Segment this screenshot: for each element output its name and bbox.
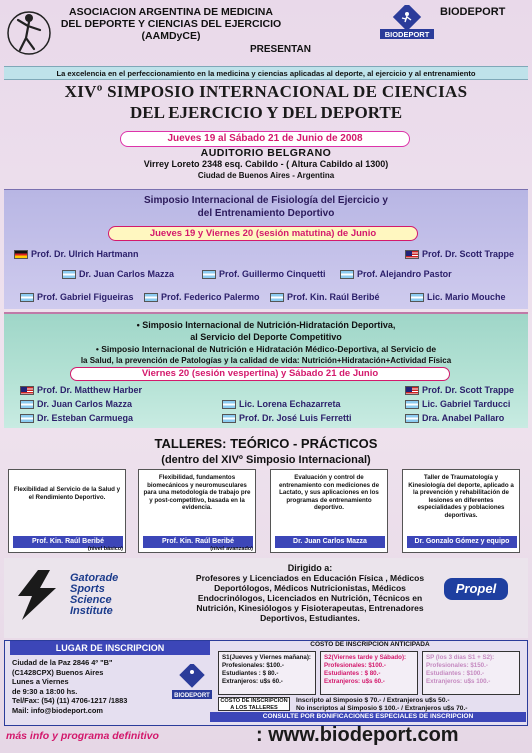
org-line-2: DEL DEPORTE Y CIENCIAS DEL EJERCICIO xyxy=(60,18,282,30)
workshop-cost-label-line-1: COSTO DE INSCRIPCION xyxy=(220,698,288,704)
biodeport-label: BIODEPORT xyxy=(440,6,506,18)
speaker-name: Prof. Dr. Matthew Harber xyxy=(37,385,143,395)
event-dates: Jueves 19 al Sábado 21 de Junio de 2008 xyxy=(120,131,410,147)
nutrition-title-line-1: • Simposio Internacional de Nutrición-Hidratación Deportiva, xyxy=(136,320,396,330)
gatorade-line-3: Science xyxy=(70,594,112,606)
workshop-cost-line-1: Inscripto al Simposio $ 70.- / Extranjeros u$s 50.- xyxy=(296,697,450,704)
org-line-1: ASOCIACION ARGENTINA DE MEDICINA xyxy=(69,6,273,18)
workshop-level: (nivel básico) xyxy=(87,545,123,552)
workshop-cost-label xyxy=(218,697,290,711)
event-title-line-2: DEL EJERCICIO Y DEL DEPORTE xyxy=(129,103,403,122)
speaker-item xyxy=(144,292,260,302)
argentina-flag-icon xyxy=(20,400,34,409)
hours-line-2: de 9:30 a 18:00 hs. xyxy=(12,686,78,696)
speaker-item xyxy=(202,269,326,279)
cost-box-title: S1(Jueves y Viernes mañana): xyxy=(222,654,311,661)
speaker-name: Prof. Gabriel Figueiras xyxy=(37,292,134,302)
workshop-cost xyxy=(296,697,524,712)
workshops-subtitle: (dentro del XIVº Simposio Internacional) xyxy=(161,454,371,466)
event-title-line-1: XIVº SIMPOSIO INTERNACIONAL DE CIENCIAS xyxy=(64,82,468,101)
cost-box-line: Extranjeros: u$s 60.- xyxy=(324,678,385,685)
address-line-2: (C1428CPX) Buenos Aires xyxy=(12,667,104,677)
workshop-card xyxy=(8,469,126,553)
hours-line-1: Lunes a Viernes xyxy=(12,677,69,686)
germany-flag-icon xyxy=(14,250,28,259)
biodeport-logo xyxy=(378,5,436,41)
gatorade-line-1: Gatorade xyxy=(70,572,119,584)
speaker-item xyxy=(405,385,514,395)
cost-box-line: Profesionales: $150.- xyxy=(426,662,488,669)
cost-box-title: S2(Viernes tarde y Sábado): xyxy=(324,654,407,661)
workshop-instructor: Dr. Juan Carlos Mazza xyxy=(275,536,385,548)
speaker-item xyxy=(20,399,132,409)
audience xyxy=(180,563,440,623)
argentina-flag-icon xyxy=(410,293,424,302)
speaker-name: Prof. Kin. Raúl Beribé xyxy=(287,292,380,302)
cost-box xyxy=(422,651,520,695)
email: Mail: info@biodeport.com xyxy=(12,705,103,715)
speaker-item xyxy=(222,399,341,409)
speaker-item xyxy=(405,413,504,423)
tagline: La excelencia en el perfeccionamiento en la medicina y ciencias aplicadas al deporte, al ejercicio y al entrenamiento xyxy=(4,66,528,80)
cost-box xyxy=(218,651,316,695)
address-line-1: Ciudad de la Paz 2846 4º "B" xyxy=(12,658,113,667)
argentina-flag-icon xyxy=(222,400,236,409)
website-url[interactable]: : www.biodeport.com xyxy=(256,724,459,746)
gatorade-line-2: Sports xyxy=(70,583,105,595)
presentan-label: PRESENTAN xyxy=(250,44,311,55)
registration-title: LUGAR DE INSCRIPCION xyxy=(10,641,210,655)
nutrition-title-line-3: • Simposio Internacional de Nutrición e Hidratación Médico-Deportiva, al Servicio de xyxy=(95,344,437,354)
biodeport-small-logo xyxy=(172,664,212,700)
speaker-name: Lic. Gabriel Tarducci xyxy=(422,399,511,409)
physiology-title xyxy=(4,194,528,220)
cost-box-line: Profesionales: $100.- xyxy=(222,662,284,669)
usa-flag-icon xyxy=(20,386,34,395)
registration-address xyxy=(12,658,172,715)
venue xyxy=(4,148,528,181)
cost-box-line: Estudiantes : $ 80.- xyxy=(222,670,279,677)
workshop-card xyxy=(402,469,520,553)
speaker-item xyxy=(410,292,506,302)
phone: Tel/Fax: (54) (11) 4706-1217 /1883 xyxy=(12,696,128,705)
nutrition-title-line-4: la Salud, la prevención de Patologías y la calidad de vida: Nutrición+Hidratación+Actividad Física xyxy=(80,356,452,365)
speaker-item xyxy=(270,292,380,302)
workshop-description: Flexibilidad al Servicio de la Salud y el Rendimiento Deportivo. xyxy=(13,486,121,501)
speaker-item xyxy=(14,249,139,259)
speaker-name: Dr. Juan Carlos Mazza xyxy=(79,269,175,279)
workshop-instructor: Dr. Gonzalo Gómez y equipo xyxy=(407,536,517,548)
more-info-text: más info y programa definitivo xyxy=(6,730,159,742)
audience-title: Dirigido a: xyxy=(287,563,333,573)
argentina-flag-icon xyxy=(270,293,284,302)
organizer-name xyxy=(56,6,286,42)
speaker-item xyxy=(405,399,510,409)
speaker-name: Dr. Esteban Carmuega xyxy=(37,413,134,423)
argentina-flag-icon xyxy=(340,270,354,279)
physiology-title-line-2: del Entrenamiento Deportivo xyxy=(197,208,335,219)
venue-address: Virrey Loreto 2348 esq. Cabildo - ( Altura Cabildo al 1300) xyxy=(143,159,389,169)
aamdyce-logo xyxy=(6,4,52,62)
usa-flag-icon xyxy=(405,250,419,259)
cost-box-title: SP (los 3 días S1 + S2): xyxy=(426,654,495,661)
speaker-name: Lic. Mario Mouche xyxy=(427,292,506,302)
speaker-item xyxy=(340,269,452,279)
speaker-item xyxy=(20,413,133,423)
speaker-item xyxy=(20,385,142,395)
speaker-name: Prof. Guillermo Cinquetti xyxy=(219,269,326,279)
speaker-name: Prof. Dr. Ulrich Hartmann xyxy=(31,249,139,259)
argentina-flag-icon xyxy=(405,414,419,423)
workshop-cost-label-line-2: A LOS TALLERES xyxy=(230,704,278,711)
venue-city: Ciudad de Buenos Aires - Argentina xyxy=(197,171,335,180)
argentina-flag-icon xyxy=(202,270,216,279)
biodeport-logo-text: BIODEPORT xyxy=(384,30,430,39)
cost-box-line: Estudiantes : $ 80.- xyxy=(324,670,381,677)
gatorade-institute xyxy=(70,573,190,617)
gatorade-line-4: Institute xyxy=(70,605,113,617)
cost-box-line: Extranjeros: u$s 100.- xyxy=(426,678,491,685)
speaker-name: Prof. Alejandro Pastor xyxy=(357,269,452,279)
speaker-item xyxy=(405,249,514,259)
propel-logo: Propel xyxy=(444,578,508,600)
costs-header: COSTO DE INSCRIPCION ANTICIPADA xyxy=(310,641,430,648)
cost-box-line: Extranjeros: u$s 60.- xyxy=(222,678,283,685)
argentina-flag-icon xyxy=(62,270,76,279)
biodeport-small-logo-text: BIODEPORT xyxy=(174,693,210,699)
discount-note: CONSULTE POR BONIFICACIONES ESPECIALES DE INSCRIPCION xyxy=(210,712,526,722)
workshop-card xyxy=(270,469,388,553)
nutrition-dates: Viernes 20 (sesión vespertina) y Sábado 21 de Junio xyxy=(70,367,450,381)
nutrition-title-line-2: al Servicio del Deporte Competitivo xyxy=(190,332,342,342)
speaker-name: Prof. Dr. José Luis Ferretti xyxy=(239,413,352,423)
speaker-item xyxy=(62,269,174,279)
workshop-card xyxy=(138,469,256,553)
workshops-title: TALLERES: TEÓRICO - PRÁCTICOS xyxy=(154,436,378,451)
workshop-description: Taller de Traumatología y Kinesiología del deporte, aplicado a la prevención y rehabilitación de lesiones en diferentes especialidades y poblaciones deportivas. xyxy=(408,474,514,519)
org-line-3: (AAMDyCE) xyxy=(141,30,201,42)
workshop-description: Flexibilidad, fundamentos biomecánicos y neuromusculares para una metodología de trabajo pre y post-competitivo, basada en la evidencia. xyxy=(143,474,251,511)
workshop-description: Evaluación y control de entrenamiento con mediciones de Lactato, y sus aplicaciones en los programas de entrenamiento deportivo. xyxy=(278,474,380,511)
workshop-level: (nivel avanzado) xyxy=(210,545,253,552)
physiology-title-line-1: Simposio Internacional de Fisiología del Ejercicio y xyxy=(144,195,388,206)
physiology-dates: Jueves 19 y Viernes 20 (sesión matutina) de Junio xyxy=(108,226,418,241)
argentina-flag-icon xyxy=(144,293,158,302)
speaker-name: Prof. Dr. Scott Trappe xyxy=(422,249,515,259)
audience-text: Profesores y Licenciados en Educación Física , Médicos Deportólogos, Médicos Nutricionistas, Médicos Endocrinólogos, Licenciados en Nutrición, Técnicos en Nutrición, Kinesiólogos y Fisioterapeutas, Entrenadores Deportivos, Estudiantes. xyxy=(195,573,425,623)
argentina-flag-icon xyxy=(405,400,419,409)
workshop-cost-line-2: No inscriptos al Simposio $ 100.- / Extranjeros u$s 70.- xyxy=(296,704,468,712)
speaker-item xyxy=(20,292,134,302)
speaker-name: Prof. Federico Palermo xyxy=(161,292,260,302)
workshop-instructor: Prof. Kin. Raúl Beribé xyxy=(143,536,253,548)
speaker-name: Lic. Lorena Echazarreta xyxy=(239,399,341,409)
argentina-flag-icon xyxy=(222,414,236,423)
speaker-name: Prof. Dr. Scott Trappe xyxy=(422,385,515,395)
speaker-name: Dr. Juan Carlos Mazza xyxy=(37,399,133,409)
workshop-instructor: Prof. Kin. Raúl Beribé xyxy=(13,536,123,548)
cost-box-line: Estudiantes : $100.- xyxy=(426,670,485,677)
argentina-flag-icon xyxy=(20,414,34,423)
venue-name: AUDITORIO BELGRANO xyxy=(200,147,332,159)
usa-flag-icon xyxy=(405,386,419,395)
cost-box xyxy=(320,651,418,695)
cost-box-line: Profesionales: $100.- xyxy=(324,662,386,669)
speaker-item xyxy=(222,413,352,423)
argentina-flag-icon xyxy=(20,293,34,302)
gatorade-bolt-icon xyxy=(8,566,68,624)
speaker-name: Dra. Anabel Pallaro xyxy=(422,413,505,423)
